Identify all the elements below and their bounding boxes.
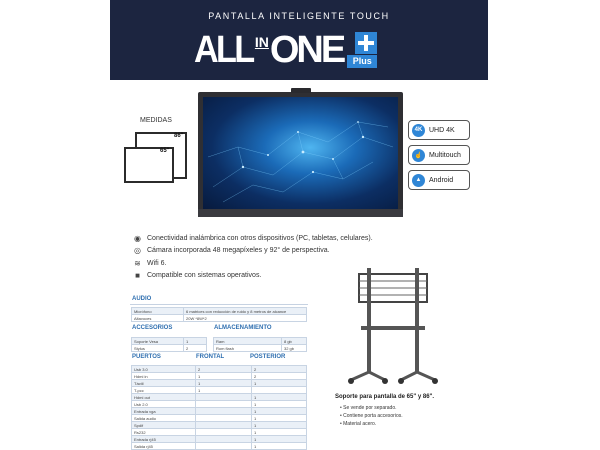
table-row bbox=[132, 422, 307, 429]
feature-multitouch bbox=[408, 145, 470, 165]
table-row bbox=[132, 394, 307, 401]
list-item: • Material acero. bbox=[340, 421, 403, 429]
table-cell: Táctil bbox=[132, 380, 196, 387]
table-cell: Entrada vga bbox=[132, 408, 196, 415]
stand-notes bbox=[340, 405, 403, 429]
feature-label: UHD 4K bbox=[429, 126, 455, 134]
feature-uhd-4k bbox=[408, 120, 470, 140]
header-subtitle: PANTALLA INTELIGENTE TOUCH bbox=[208, 11, 390, 21]
display-screen bbox=[203, 97, 398, 209]
table-cell: 1 bbox=[196, 380, 252, 387]
table-cell: T-pcc bbox=[132, 387, 196, 394]
4k-icon: 4K bbox=[412, 124, 425, 137]
table-cell: 2 bbox=[252, 373, 307, 380]
table-cell: Rs232 bbox=[132, 429, 196, 436]
plus-icon bbox=[355, 32, 377, 54]
accesorios-table bbox=[131, 337, 207, 352]
header-banner bbox=[110, 0, 488, 80]
list-item: • Contiene porta accesorios. bbox=[340, 413, 403, 421]
table-cell: Stylus bbox=[132, 345, 184, 352]
logo-one-text: ONE bbox=[269, 29, 344, 71]
table-row bbox=[132, 387, 307, 394]
list-item-text: Cámara incorporada 48 megapíxeles y 92° de perspectiva. bbox=[147, 247, 330, 255]
table-row bbox=[132, 308, 307, 315]
list-item-text: Compatible con sistemas operativos. bbox=[147, 272, 262, 280]
table-cell: 1 bbox=[252, 429, 307, 436]
table-cell: 1 bbox=[252, 443, 307, 450]
table-cell: 1 bbox=[252, 436, 307, 443]
table-row bbox=[132, 338, 207, 345]
display-bottom-bar bbox=[198, 209, 403, 217]
table-cell: Ram bbox=[214, 338, 282, 345]
table-cell: 1 bbox=[252, 380, 307, 387]
list-item: • Se vende por separado. bbox=[340, 405, 403, 413]
table-cell: Altavoces bbox=[132, 315, 184, 322]
stand-caption: Soporte para pantalla de 65" y 86". bbox=[335, 394, 435, 400]
table-cell: Soporte Vesa bbox=[132, 338, 184, 345]
table-cell: Usb 2.0 bbox=[132, 401, 196, 408]
feature-label: Android bbox=[429, 176, 454, 184]
table-cell: Salida audio bbox=[132, 415, 196, 422]
allinone-logo bbox=[194, 28, 377, 72]
table-cell: Entrada rj45 bbox=[132, 436, 196, 443]
table-cell: Hdmi in bbox=[132, 373, 196, 380]
almacenamiento-title: ALMACENAMIENTO bbox=[214, 325, 272, 331]
table-cell: 1 bbox=[252, 394, 307, 401]
table-cell: Usb 3.0 bbox=[132, 366, 196, 373]
feature-android bbox=[408, 170, 470, 190]
table-row bbox=[132, 408, 307, 415]
measures-title: MEDIDAS bbox=[140, 117, 172, 124]
plus-label: Plus bbox=[347, 55, 377, 68]
ports-frontal-title: FRONTAL bbox=[196, 354, 225, 360]
size-label-large: 86" bbox=[174, 133, 184, 139]
audio-table bbox=[131, 307, 307, 322]
ports-posterior-title: POSTERIOR bbox=[250, 354, 286, 360]
camera-icon: ◎ bbox=[134, 246, 141, 256]
wifi-icon: ≋ bbox=[134, 258, 141, 268]
table-cell bbox=[196, 422, 252, 429]
table-cell: 2 bbox=[184, 345, 207, 352]
table-cell: 1 bbox=[252, 422, 307, 429]
table-cell bbox=[196, 408, 252, 415]
wireless-icon: ◉ bbox=[134, 233, 141, 243]
accesorios-title: ACCESORIOS bbox=[132, 325, 173, 331]
table-cell: 8 gb bbox=[282, 338, 307, 345]
table-cell bbox=[196, 415, 252, 422]
table-cell bbox=[196, 429, 252, 436]
table-cell: 32 gb bbox=[282, 345, 307, 352]
table-row bbox=[132, 429, 307, 436]
table-row bbox=[132, 401, 307, 408]
table-row bbox=[132, 436, 307, 443]
list-item bbox=[133, 232, 433, 245]
table-cell: 20W *8W*2 bbox=[184, 315, 307, 322]
camera-bar bbox=[291, 88, 311, 93]
table-cell: 1 bbox=[252, 401, 307, 408]
almacenamiento-table bbox=[213, 337, 307, 352]
ports-table bbox=[131, 365, 307, 450]
table-row bbox=[132, 415, 307, 422]
plus-badge bbox=[347, 32, 377, 68]
list-item-text: Wifi 6. bbox=[147, 259, 167, 267]
table-cell bbox=[196, 443, 252, 450]
list-item-text: Conectividad inalámbrica con otros dispositivos (PC, tabletas, celulares). bbox=[147, 234, 373, 242]
table-cell: 6 matrices con reducción de ruido y 8 metros de alcance bbox=[184, 308, 307, 315]
table-row bbox=[132, 315, 307, 322]
table-cell: Spdif bbox=[132, 422, 196, 429]
android-icon: ▲ bbox=[412, 174, 425, 187]
table-cell: Hdmi out bbox=[132, 394, 196, 401]
os-icon: ■ bbox=[135, 271, 140, 281]
network-graphic bbox=[203, 97, 398, 209]
feature-label: Multitouch bbox=[429, 151, 461, 159]
table-row bbox=[214, 338, 307, 345]
table-cell: 1 bbox=[196, 387, 252, 394]
audio-divider bbox=[130, 304, 308, 305]
table-row bbox=[132, 380, 307, 387]
smart-display bbox=[198, 92, 403, 217]
table-cell: 2 bbox=[196, 366, 252, 373]
table-cell: 1 bbox=[252, 415, 307, 422]
table-cell: 2 bbox=[252, 366, 307, 373]
table-cell: 1 bbox=[184, 338, 207, 345]
table-row bbox=[132, 366, 307, 373]
table-row bbox=[132, 373, 307, 380]
size-label-small: 65" bbox=[160, 148, 170, 154]
table-cell: 1 bbox=[252, 408, 307, 415]
table-cell bbox=[196, 436, 252, 443]
table-cell bbox=[196, 401, 252, 408]
logo-in-text: IN bbox=[254, 34, 269, 50]
table-cell: Salida rj45 bbox=[132, 443, 196, 450]
touch-icon: ☝ bbox=[412, 149, 425, 162]
table-cell bbox=[196, 394, 252, 401]
audio-title: AUDIO bbox=[132, 296, 152, 302]
table-cell: Rom flash bbox=[214, 345, 282, 352]
table-cell bbox=[252, 387, 307, 394]
table-cell: Micrófono bbox=[132, 308, 184, 315]
logo-all-text: ALL bbox=[194, 29, 253, 71]
table-row bbox=[132, 345, 207, 352]
table-cell: 1 bbox=[196, 373, 252, 380]
ports-title: PUERTOS bbox=[132, 354, 161, 360]
list-item bbox=[133, 245, 433, 258]
mobile-stand-image bbox=[345, 268, 441, 386]
table-row bbox=[132, 443, 307, 450]
table-row bbox=[214, 345, 307, 352]
